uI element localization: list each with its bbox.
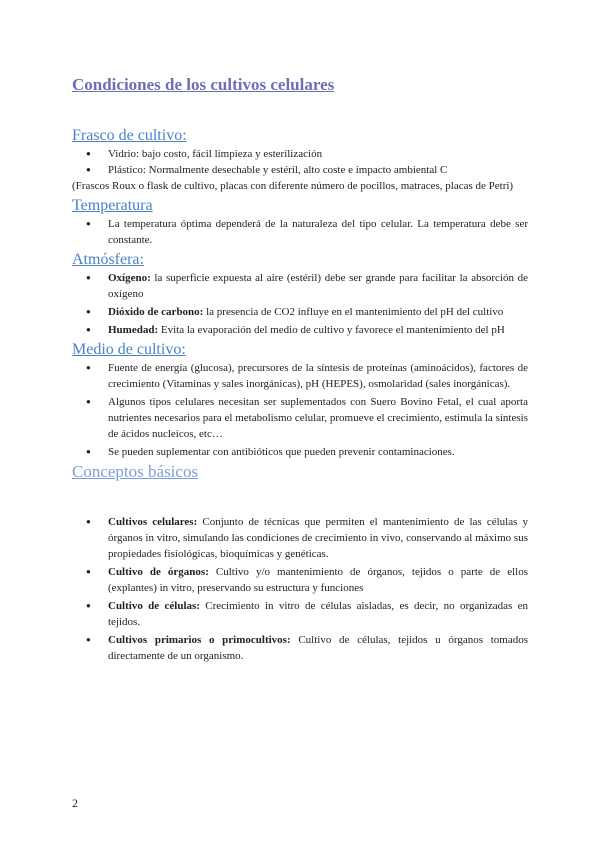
definition: Conjunto de técnicas que permiten el mantenimiento de las células y órganos in vitro, simulando las condiciones de crecimiento in vivo, conservando al máximo sus propiedades fisiológicas, bioquímicas y genéticas. (108, 516, 529, 560)
list-item: ● Fuente de energía (glucosa), precursores de la síntesis de proteínas (aminoácidos), factores de crecimiento (Vitaminas y sales inorgánicas), pH (HEPES), osmolaridad (sales inorgánicas). (72, 360, 528, 392)
list-medio (72, 360, 528, 460)
term-cultivo-celulas: Cultivo de células: (108, 600, 200, 612)
list-item (72, 598, 528, 630)
document-title: Condiciones de los cultivos celulares (72, 75, 335, 94)
list-item: ● Se pueden suplementar con antibióticos que pueden prevenir contaminaciones. (72, 444, 528, 460)
definition: Evita la evaporación del medio de cultivo y favorece el mantenimiento del pH (158, 324, 505, 336)
list-item: ● Algunos tipos celulares necesitan ser suplementados con Suero Bovino Fetal, el cual aporta nutrientes necesarios para el metabolismo celular, promueve el crecimiento, estimula la síntesis de ácidos nucleicos, etc… (72, 394, 528, 442)
document-page (72, 74, 528, 666)
heading-atmosfera: Atmósfera: (72, 251, 144, 268)
list-conceptos (72, 514, 528, 664)
definition: Cultivo y/o mantenimiento de órganos, tejidos o parte de ellos (explantes) in vitro, preservando su estructura y funciones (108, 566, 529, 594)
list-item (72, 322, 528, 338)
list-item (72, 270, 528, 302)
term-cultivo-organos: Cultivo de órganos: (108, 566, 209, 578)
definition: Cultivo de células, tejidos u órganos tomados directamente de un organismo. (108, 634, 528, 662)
list-item (72, 304, 528, 320)
term-cultivos-celulares: Cultivos celulares: (108, 516, 198, 528)
list-item (72, 564, 528, 596)
term-cultivos-primarios: Cultivos primarios o primocultivos: (108, 634, 291, 646)
definition: la superficie expuesta al aire (estéril) debe ser grande para facilitar la absorción de oxígeno (108, 272, 528, 300)
list-item (72, 632, 528, 664)
term-oxigeno: Oxígeno: (108, 272, 151, 284)
term-humedad: Humedad: (108, 324, 159, 336)
spacer (72, 482, 528, 514)
heading-conceptos: Conceptos básicos (72, 462, 199, 481)
term-dioxido: Dióxido de carbono: (108, 306, 204, 318)
definition: la presencia de CO2 influye en el mantenimiento del pH del cultivo (203, 306, 504, 318)
list-frasco (72, 146, 528, 178)
list-item: ● La temperatura óptima dependerá de la naturaleza del tipo celular. La temperatura debe ser constante. (72, 216, 528, 248)
heading-frasco: Frasco de cultivo: (72, 127, 187, 144)
page-number: 2 (72, 796, 78, 810)
list-atmosfera (72, 270, 528, 338)
list-item: ● Vidrio: bajo costo, fácil limpieza y esterilización (72, 146, 528, 162)
list-item (72, 514, 528, 562)
definition: Crecimiento in vitro de células aisladas, es decir, no organizadas en tejidos. (108, 600, 528, 628)
frasco-note: (Frascos Roux o flask de cultivo, placas con diferente número de pocillos, matraces, placas de Petri) (72, 180, 514, 192)
list-temperatura (72, 216, 528, 248)
heading-medio: Medio de cultivo: (72, 341, 186, 358)
heading-temperatura: Temperatura (72, 197, 153, 214)
list-item: ● Plástico: Normalmente desechable y estéril, alto coste e impacto ambiental C (72, 162, 528, 178)
